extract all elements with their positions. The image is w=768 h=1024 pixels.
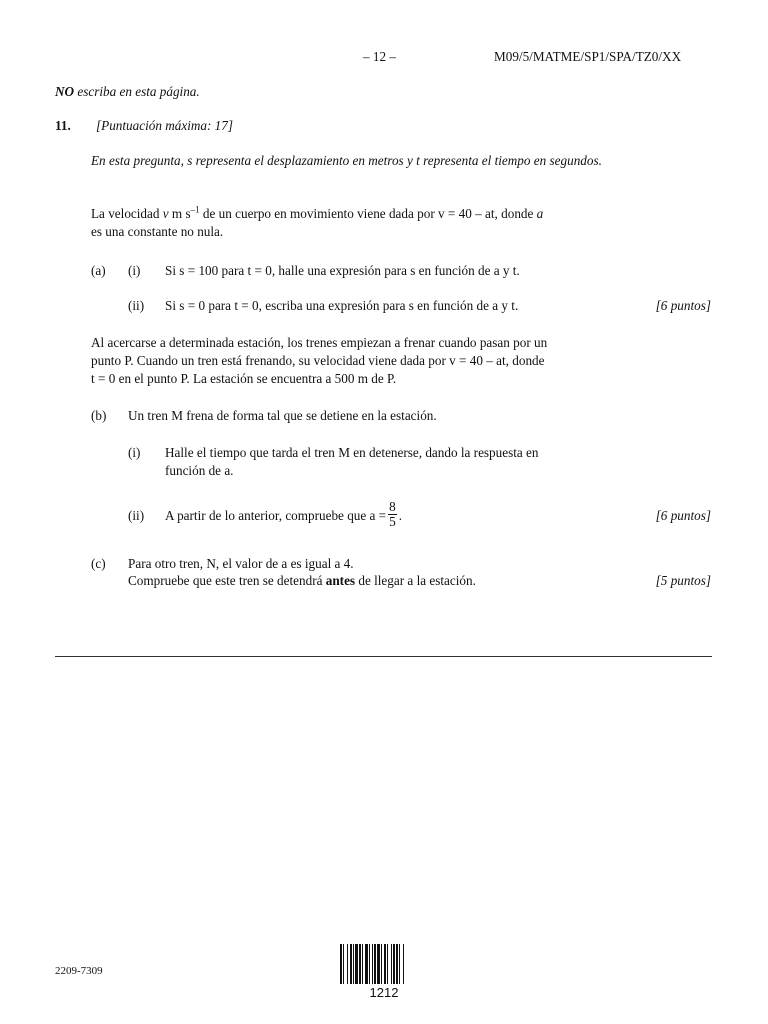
part-c-text-line2: Compruebe que este tren se detendrá antes de llegar a la estación. <box>128 573 476 588</box>
part-b-i-text-line1: Halle el tiempo que tarda el tren M en detenerse, dando la respuesta en <box>165 445 539 460</box>
part-a-label: (a) <box>91 263 106 278</box>
barcode-bar <box>350 944 352 984</box>
barcode-number: 1212 <box>369 985 399 1000</box>
barcode-bar <box>387 944 388 984</box>
part-b-text: Un tren M frena de forma tal que se detiene en la estación. <box>128 408 437 423</box>
part-b-i-label: (i) <box>128 445 141 460</box>
part-b-i-text-line2: función de a. <box>165 463 234 478</box>
train-intro-line3: t = 0 en el punto P. La estación se encuentra a 500 m de P. <box>91 371 397 386</box>
part-a-ii-text: Si s = 0 para t = 0, escriba una expresión para s en función de a y t. <box>165 298 519 313</box>
barcode-bar <box>353 944 354 984</box>
velocity-statement-line1: La velocidad v m $s^{-1}$ de un cuerpo en movimiento viene dada por v = 40 – at, donde a <box>91 204 544 221</box>
part-a-marks: [6 puntos] <box>655 298 711 313</box>
train-intro-line1: Al acercarse a determinada estación, los trenes empiezan a frenar cuando pasan por un <box>91 335 548 350</box>
part-c-text-line1: Para otro tren, N, el valor de a es igual a 4. <box>128 556 354 571</box>
max-score: [Puntuación máxima: 17] <box>96 118 233 133</box>
document-code: M09/5/MATME/SP1/SPA/TZ0/XX <box>494 49 682 64</box>
barcode-bar <box>384 944 386 984</box>
no-write-bold: NO <box>55 84 75 99</box>
barcode-bar <box>359 944 361 984</box>
barcode-bar <box>362 944 363 984</box>
barcode-bar <box>399 944 400 984</box>
horizontal-rule <box>55 656 712 657</box>
barcode-bar <box>391 944 392 984</box>
velocity-statement-line2: es una constante no nula. <box>91 224 224 239</box>
barcode-bar <box>365 944 368 984</box>
part-a-i-text: Si s = 100 para t = 0, halle una expresión para s en función de a y t. <box>165 263 520 278</box>
barcode-bar <box>340 944 342 984</box>
fraction-8-5: $\frac{8}{5}$ <box>389 499 396 530</box>
barcode-bar <box>396 944 398 984</box>
part-b-ii-label: (ii) <box>128 508 145 523</box>
part-b-label: (b) <box>91 408 107 423</box>
barcode-bar <box>403 944 404 984</box>
question-intro: En esta pregunta, s representa el desplazamiento en metros y t representa el tiempo en segundos. <box>91 153 602 168</box>
part-b-marks: [6 puntos] <box>655 508 711 523</box>
no-write-rest: escriba en esta página. <box>74 84 200 99</box>
part-c-label: (c) <box>91 556 106 571</box>
part-b-ii-text: A partir de lo anterior, compruebe que a = $\frac{8}{5}$ . <box>165 499 403 530</box>
barcode-bar <box>343 944 344 984</box>
barcode-bar <box>374 944 376 984</box>
barcode-bar <box>369 944 370 984</box>
barcode-bar <box>377 944 380 984</box>
part-a-i-label: (i) <box>128 263 141 278</box>
part-c-marks: [5 puntos] <box>655 573 711 588</box>
barcode-bar <box>372 944 373 984</box>
barcode-bar <box>347 944 348 984</box>
barcode-bar <box>381 944 382 984</box>
part-a-ii-label: (ii) <box>128 298 145 313</box>
footer-code: 2209-7309 <box>55 965 103 977</box>
question-number: 11. <box>55 118 71 133</box>
no-write-notice <box>55 83 200 101</box>
barcode-bar <box>355 944 358 984</box>
barcode-bar <box>393 944 395 984</box>
barcode <box>340 944 428 984</box>
page-number: – 12 – <box>363 49 396 64</box>
train-intro-line2: punto P. Cuando un tren está frenando, su velocidad viene dada por v = 40 – at, donde <box>91 353 545 368</box>
